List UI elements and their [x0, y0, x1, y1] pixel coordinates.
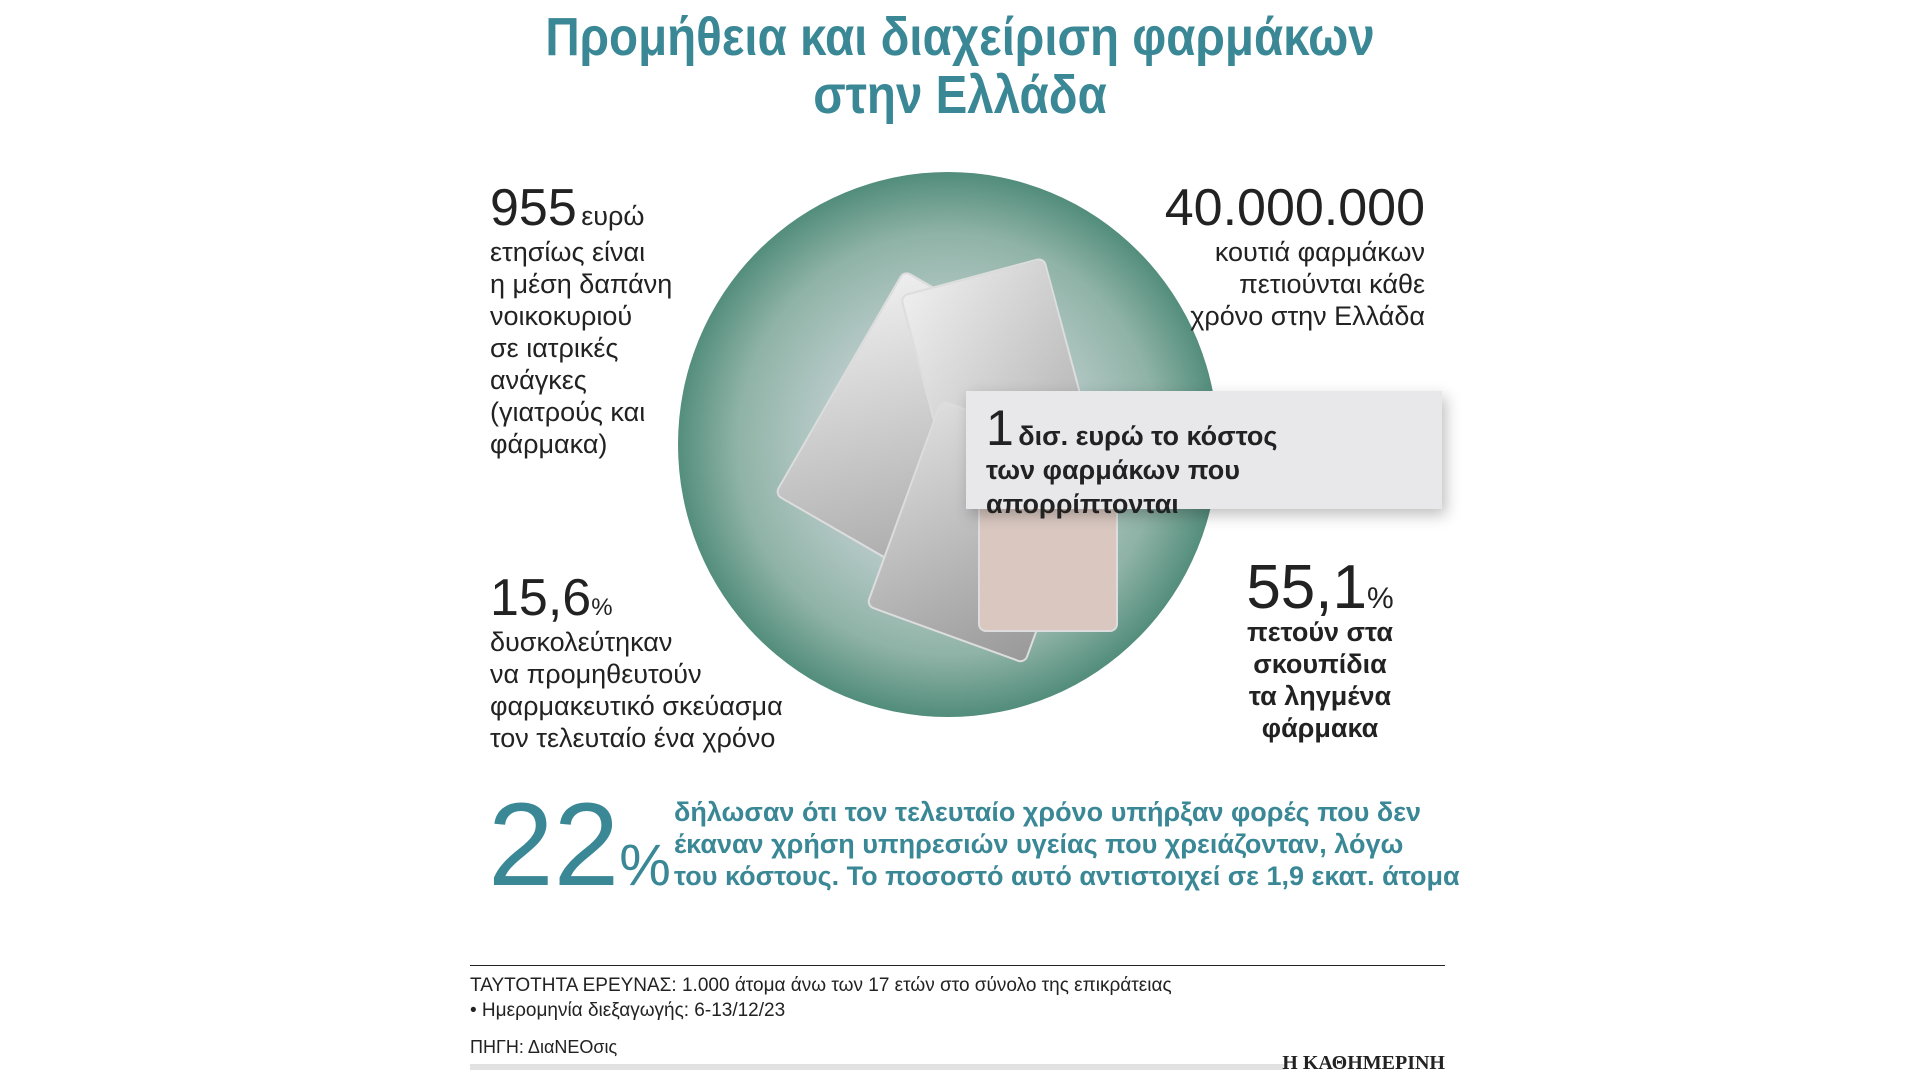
stat-40m: [1165, 180, 1425, 332]
survey-date: • Ημερομηνία διεξαγωγής: 6-13/12/23: [470, 1000, 786, 1021]
divider: [470, 965, 1445, 966]
stat-value: 955: [490, 179, 577, 237]
line: η μέση δαπάνη: [490, 269, 673, 299]
line: τα ληγμένα: [1248, 681, 1392, 711]
line: δήλωσαν ότι τον τελευταίο χρόνο υπήρξαν φορές που δεν: [674, 797, 1422, 827]
line: δισ. ευρώ το κόστος: [1018, 421, 1278, 451]
line: σε ιατρικές: [490, 333, 619, 363]
stat-unit: %: [1366, 582, 1394, 615]
footer-bar: [470, 1064, 1285, 1070]
line: των φαρμάκων που απορρίπτονται: [986, 455, 1240, 519]
stat-value: 55,1: [1246, 553, 1367, 622]
stat-value: 22: [488, 779, 620, 911]
line: πετούν στα: [1247, 617, 1393, 647]
stat-22: [488, 779, 671, 926]
line: νοικοκυριού: [490, 301, 633, 331]
stat-text: [490, 236, 672, 460]
survey-info: ΤΑΥΤΟΤΗΤΑ ΕΡΕΥΝΑΣ: 1.000 άτομα άνω των 17 ετών στο σύνολο της επικράτειας: [470, 975, 1172, 996]
stat-22-text: [674, 796, 1460, 892]
line: ανάγκες: [490, 365, 587, 395]
page-title: [115, 8, 1805, 124]
line: δυσκολεύτηκαν: [490, 627, 673, 657]
publisher-logo: Η ΚΑΘΗΜΕΡΙΝΗ: [1282, 1052, 1445, 1074]
line: σκουπίδια: [1253, 649, 1387, 679]
line: φάρμακα): [490, 429, 608, 459]
line: τον τελευταίο ένα χρόνο: [490, 723, 776, 753]
stat-value: 1: [986, 400, 1014, 456]
stat-15-6: [490, 570, 783, 754]
stat-value: 40.000.000: [1164, 179, 1425, 237]
line: του κόστους. Το ποσοστό αυτό αντιστοιχεί σε 1,9 εκατ. άτομα: [674, 861, 1460, 891]
source: ΠΗΓΗ: ΔιαNEOσις: [470, 1037, 618, 1057]
line: φάρμακα: [1261, 713, 1379, 743]
line: χρόνο στην Ελλάδα: [1190, 301, 1425, 331]
stat-unit: %: [591, 594, 613, 621]
title-line: στην Ελλάδα: [813, 65, 1107, 125]
line: (γιατρούς και: [490, 397, 646, 427]
title-line: Προμήθεια και διαχείριση φαρμάκων: [545, 7, 1375, 67]
line: να προμηθευτούν: [490, 659, 702, 689]
line: πετιούνται κάθε: [1239, 269, 1425, 299]
line: έκαναν χρήση υπηρεσιών υγείας που χρειάζονταν, λόγω: [674, 829, 1404, 859]
stat-1bn-box: [966, 391, 1442, 519]
stat-unit: ευρώ: [581, 201, 645, 231]
line: φαρμακευτικό σκεύασμα: [490, 691, 783, 721]
line: ετησίως είναι: [490, 237, 646, 267]
line: κουτιά φαρμάκων: [1214, 237, 1425, 267]
stat-unit: %: [619, 833, 671, 898]
stat-55-1: [1200, 553, 1440, 744]
stat-955: [490, 180, 672, 460]
stat-value: 15,6: [490, 569, 592, 627]
